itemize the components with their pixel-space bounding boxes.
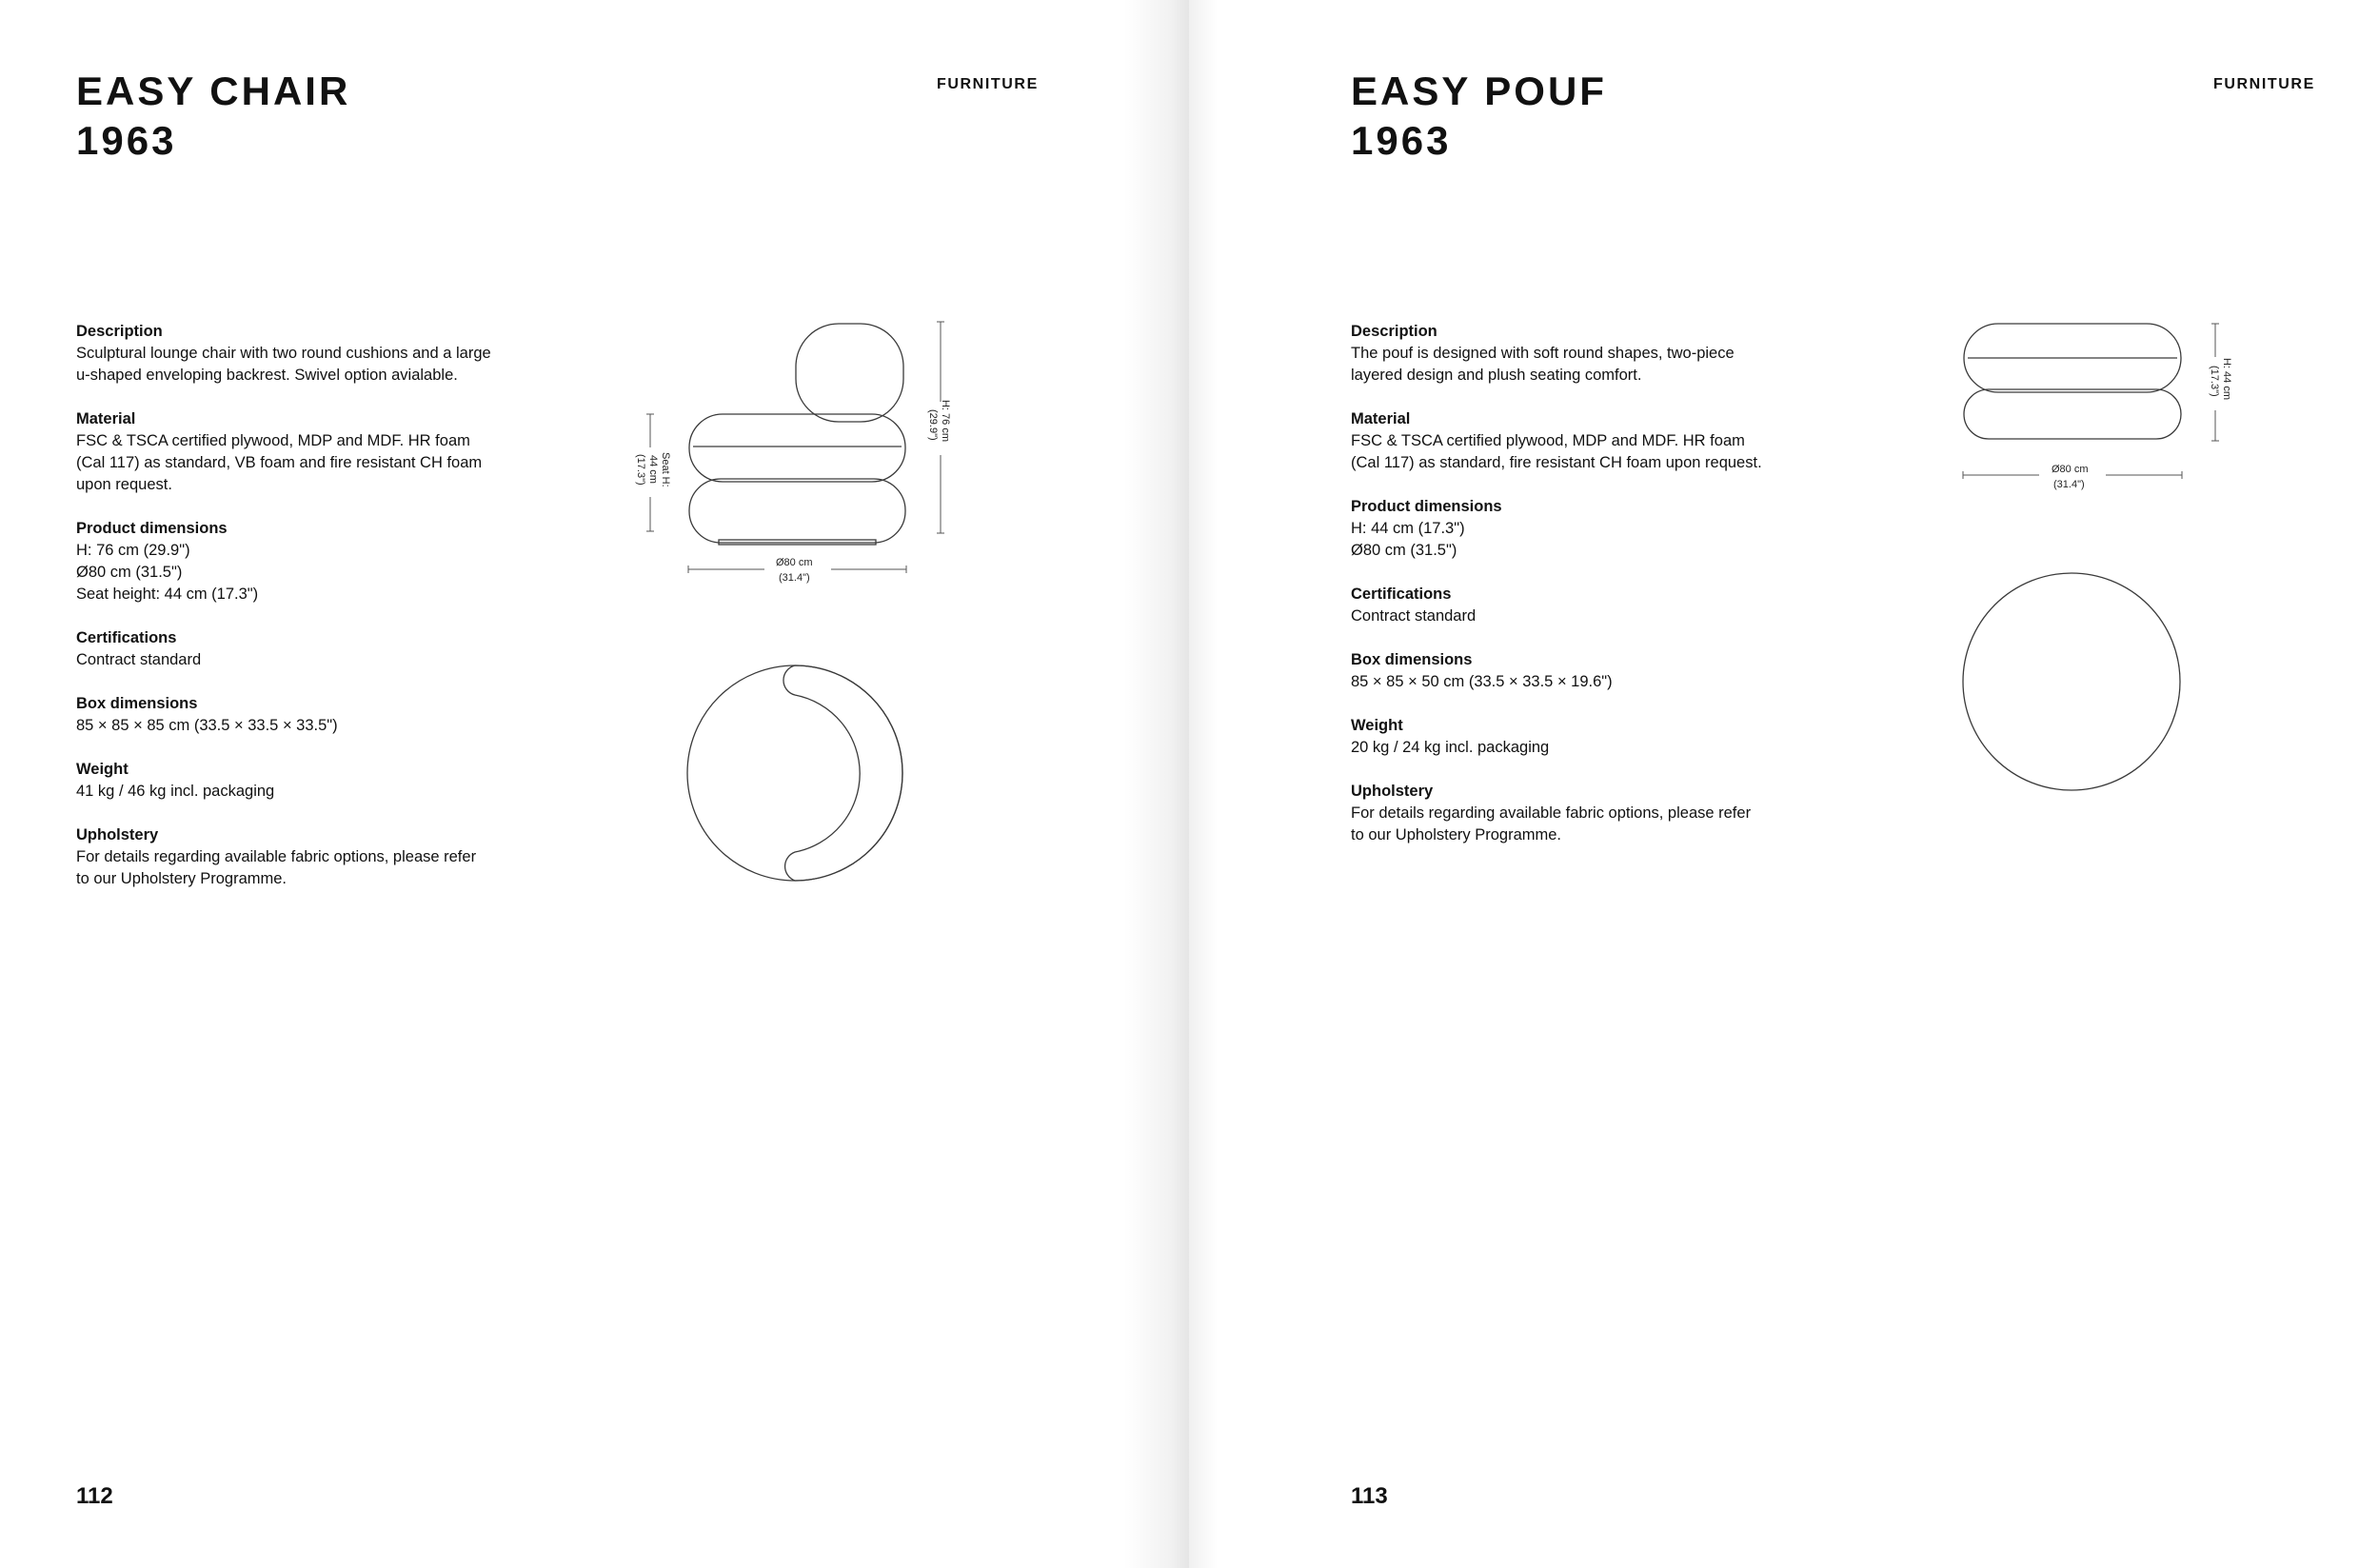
product-year: 1963 bbox=[76, 118, 177, 163]
section-tag: FURNITURE bbox=[937, 76, 1039, 92]
chair-backrest bbox=[796, 324, 903, 422]
spec-box-dimensions bbox=[76, 693, 552, 737]
spec-box-dimensions bbox=[1351, 649, 1827, 693]
page-number: 113 bbox=[1351, 1483, 1388, 1509]
spec-value: FSC & TSCA certified plywood, MDP and MDF. HR foam bbox=[76, 432, 470, 449]
pouf-plan-view bbox=[1961, 569, 2190, 798]
spec-label: Box dimensions bbox=[1351, 651, 1473, 668]
height-label: H: 44 cm bbox=[2221, 358, 2232, 401]
spec-label: Weight bbox=[76, 761, 129, 778]
spec-value: H: 76 cm (29.9") bbox=[76, 542, 190, 559]
height-label-imperial: (29.9") bbox=[927, 409, 939, 441]
spec-value: (Cal 117) as standard, VB foam and fire resistant CH foam bbox=[76, 454, 483, 471]
spec-description bbox=[76, 321, 552, 387]
chair-side-elevation bbox=[609, 314, 971, 600]
seat-circle bbox=[687, 665, 902, 881]
product-name: EASY POUF bbox=[1351, 69, 1607, 113]
spec-value: For details regarding available fabric options, please refer bbox=[76, 848, 477, 865]
spec-value: The pouf is designed with soft round shapes, two-piece bbox=[1351, 345, 1735, 362]
width-label-imperial: (31.4") bbox=[779, 572, 810, 584]
product-year: 1963 bbox=[1351, 118, 1452, 163]
spec-label: Description bbox=[1351, 323, 1437, 340]
spec-value: Seat height: 44 cm (17.3") bbox=[76, 586, 259, 603]
spec-upholstery bbox=[76, 824, 552, 890]
spec-label: Description bbox=[76, 323, 163, 340]
pouf-side-elevation bbox=[1951, 314, 2232, 505]
spec-value: 85 × 85 × 50 cm (33.5 × 33.5 × 19.6") bbox=[1351, 673, 1613, 690]
spec-label: Material bbox=[76, 410, 136, 427]
spec-value: 41 kg / 46 kg incl. packaging bbox=[76, 783, 275, 800]
spec-certifications bbox=[1351, 584, 1827, 627]
chair-plan-view bbox=[676, 657, 914, 895]
page-number: 112 bbox=[76, 1483, 113, 1509]
backrest-arc bbox=[783, 665, 902, 881]
spec-label: Material bbox=[1351, 410, 1411, 427]
section-tag: FURNITURE bbox=[2213, 76, 2315, 92]
right-page bbox=[1189, 0, 2379, 1568]
height-label-imperial: (17.3") bbox=[2209, 366, 2220, 397]
left-page bbox=[0, 0, 1189, 1568]
spec-value: FSC & TSCA certified plywood, MDP and MDF. HR foam bbox=[1351, 432, 1745, 449]
spec-material bbox=[76, 408, 552, 496]
spec-value: Contract standard bbox=[1351, 607, 1477, 625]
spec-weight bbox=[76, 759, 552, 803]
spec-list bbox=[1351, 321, 1827, 868]
width-label-imperial: (31.4") bbox=[2053, 479, 2085, 490]
pouf-lower-cushion bbox=[1964, 389, 2181, 439]
chair-lower-cushion bbox=[689, 479, 905, 543]
product-name: EASY CHAIR bbox=[76, 69, 351, 113]
spec-value: Ø80 cm (31.5") bbox=[1351, 542, 1457, 559]
width-label: Ø80 cm bbox=[776, 557, 813, 568]
chair-upper-cushion bbox=[689, 414, 905, 482]
pouf-circle bbox=[1963, 573, 2180, 790]
gutter-shadow bbox=[1123, 0, 1189, 1568]
spec-list bbox=[76, 321, 552, 912]
spec-value: Ø80 cm (31.5") bbox=[76, 564, 183, 581]
spec-value: H: 44 cm (17.3") bbox=[1351, 520, 1465, 537]
spec-upholstery bbox=[1351, 781, 1827, 846]
spec-value: For details regarding available fabric options, please refer bbox=[1351, 804, 1752, 822]
spec-weight bbox=[1351, 715, 1827, 759]
spec-label: Product dimensions bbox=[1351, 498, 1502, 515]
spec-value: to our Upholstery Programme. bbox=[76, 870, 287, 887]
seat-height-imperial: (17.3") bbox=[635, 454, 646, 486]
spec-value: to our Upholstery Programme. bbox=[1351, 826, 1562, 844]
width-label: Ø80 cm bbox=[2052, 464, 2089, 475]
spec-value: Sculptural lounge chair with two round cushions and a large bbox=[76, 345, 491, 362]
spec-value: (Cal 117) as standard, fire resistant CH foam upon request. bbox=[1351, 454, 1762, 471]
spec-product-dimensions bbox=[1351, 496, 1827, 562]
spec-value: upon request. bbox=[76, 476, 172, 493]
spec-label: Product dimensions bbox=[76, 520, 228, 537]
spec-label: Box dimensions bbox=[76, 695, 198, 712]
spec-label: Certifications bbox=[76, 629, 177, 646]
seat-height-value: 44 cm bbox=[647, 455, 659, 484]
spec-label: Upholstery bbox=[76, 826, 159, 844]
height-label: H: 76 cm bbox=[940, 400, 951, 443]
spec-label: Weight bbox=[1351, 717, 1403, 734]
spec-value: u-shaped enveloping backrest. Swivel option avialable. bbox=[76, 367, 458, 384]
product-title bbox=[1351, 67, 1607, 166]
spec-label: Certifications bbox=[1351, 586, 1452, 603]
spec-description bbox=[1351, 321, 1827, 387]
spec-value: layered design and plush seating comfort. bbox=[1351, 367, 1642, 384]
spec-value: 20 kg / 24 kg incl. packaging bbox=[1351, 739, 1550, 756]
spec-value: 85 × 85 × 85 cm (33.5 × 33.5 × 33.5") bbox=[76, 717, 338, 734]
product-title bbox=[76, 67, 350, 166]
spec-material bbox=[1351, 408, 1827, 474]
spec-label: Upholstery bbox=[1351, 783, 1434, 800]
spec-value: Contract standard bbox=[76, 651, 202, 668]
spec-certifications bbox=[76, 627, 552, 671]
seat-height-label: Seat H: bbox=[660, 452, 671, 487]
spec-product-dimensions bbox=[76, 518, 552, 605]
